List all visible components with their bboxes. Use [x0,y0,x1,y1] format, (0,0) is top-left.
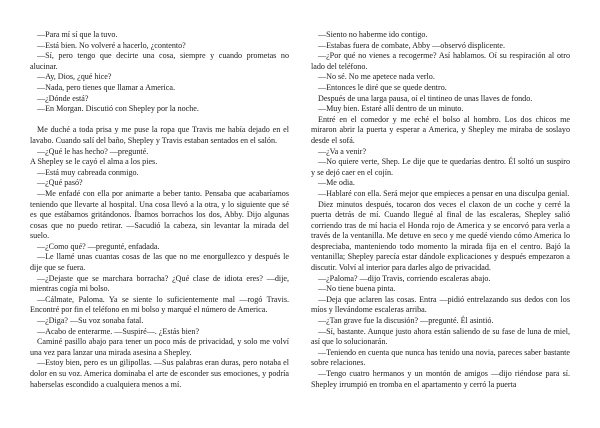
paragraph: —En Morgan. Discutió con Shepley por la noche. [37,104,199,114]
paragraph: —¿Como qué? —pregunté, enfadada. [37,241,160,251]
paragraph: —Nada, pero tienes que llamar a America. [37,82,175,92]
paragraph: —¿Tan grave fue la discusión? —pregunté. Él asintió. [318,316,494,326]
paragraph: Diez minutos después, tocaron dos veces el claxon de un coche y cerré la puerta detrás de mí. Cuando llegué al final de las escaleras, Shepley salió corriendo tras de mí hacia el Honda rojo de America y se encorvó para verla a través de la ventanilla. Me detuve en seco y me quedé viendo cómo America lo despreciaba, manteniendo todo momento la mirada fija en el centro. Bajó la ventanilla; Shepley parecía estar dándole explicaciones y después empezaron a discutir. Volví al interior para darles algo de privacidad. [311,199,570,273]
paragraph: —¿Por qué no vienes a recogerme? Así hablamos. Oí su respiración al otro lado del teléfono. [311,51,570,71]
paragraph: A Shepley se le cayó el alma a los pies. [30,157,158,167]
paragraph: —No quiere verte, Shep. Le dije que te quedarías dentro. Él soltó un suspiro y se dejó caer en el cojín. [311,157,570,177]
right-page [311,30,570,390]
paragraph: —Deja que aclaren las cosas. Entra —pidió entrelazando sus dedos con los míos y llevándome escaleras arriba. [311,294,570,315]
paragraph: —Muy bien. Estaré allí dentro de un minuto. [318,104,464,114]
paragraph: —Para mí sí que la tuvo. [37,30,118,39]
paragraph: —¿Dejaste que se marchara borracha? ¿Qué clase de idiota eres? —dije, mientras cogía mi bolso. [30,273,289,294]
paragraph: —Está bien. No volveré a hacerlo, ¿contento? [37,40,186,50]
paragraph: —Está muy cabreada conmigo. [37,167,139,177]
paragraph: —Le llamé unas cuantas cosas de las que no me enorgullezco y después le dije que se fuera. [30,252,289,273]
paragraph: —¿Diga? —Su voz sonaba fatal. [37,316,144,326]
paragraph: —Siento no haberme ido contigo. [318,30,428,39]
paragraph: Después de una larga pausa, oí el tintineo de unas llaves de fondo. [318,93,533,103]
paragraph: Me duché a toda prisa y me puse la ropa que Travis me había dejado en el lavabo. Cuando salí del baño, Shepley y Travis estaban sentados en el salón. [30,125,289,145]
paragraph: —Sí, pero tengo que decirte una cosa, siempre y cuando prometas no alucinar. [30,51,289,71]
paragraph: —Tengo cuatro hermanos y un montón de amigos —dijo riéndose para sí. Shepley irrumpió en tromba en el apartamento y cerró la puerta [311,369,570,389]
paragraph: —No sé. No me apetece nada verlo. [318,72,435,82]
paragraph: —Ay, Dios, ¿qué hice? [37,72,112,82]
paragraph: —¿Paloma? —dijo Travis, corriendo escaleras abajo. [318,273,491,283]
paragraph: Caminé pasillo abajo para tener un poco más de privacidad, y solo me volví una vez para lanzar una mirada asesina a Shepley. [30,337,289,357]
paragraph: —Sí, bastante. Aunque justo ahora están saliendo de su fase de luna de miel, así que lo solucionarán. [311,326,570,347]
paragraph: —Entonces le diré que se quede dentro. [318,82,447,92]
paragraph: —Hablaré con ella. Será mejor que empieces a pensar en una disculpa genial. [318,188,570,198]
paragraph: —Estabas fuera de combate, Abby —observó displicente. [318,40,506,50]
paragraph: —Cálmate, Paloma. Ya se siente lo suficientemente mal —rogó Travis. Encontré por fin el teléfono en mi bolso y marqué el número de America. [30,294,289,315]
paragraph: —¿Qué pasó? [37,178,83,188]
paragraph: —Me enfadé con ella por animarte a beber tanto. Pensaba que acabaríamos teniendo que llevarte al hospital. Una cosa llevó a la otra, y lo siguiente que sé es que estábamos gritándonos. Íbamos borrachos los dos, Abby. Dijo algunas cosas que no puedo retirar. —Sacudió la cabeza, sin levantar la mirada del suelo. [30,188,289,241]
left-page [30,30,289,390]
paragraph: Entré en el comedor y me eché el bolso al hombro. Los dos chicos me miraron abrir la puerta y esperar a America, y Shepley me miraba de soslayo desde el sofá. [311,114,570,145]
paragraph: —No tiene buena pinta. [318,284,396,294]
paragraph: —Estoy bien, pero es un gilipollas. —Sus palabras eran duras, pero notaba el dolor en su voz. America dominaba el arte de esconder sus emociones, y podría haberselas escondido a cualquiera menos a mí. [30,358,289,389]
paragraph: —Me odia. [318,178,355,188]
paragraph: —¿Dónde está? [37,93,89,103]
paragraph: —¿Va a venir? [318,146,367,156]
paragraph: —¿Qué le has hecho? —pregunté. [37,146,149,156]
paragraph: —Teniendo en cuenta que nunca has tenido una novia, pareces saber bastante sobre relaciones. [311,347,570,368]
paragraph: —Acabo de enterarme. —Suspiré—. ¿Estás bien? [37,326,200,336]
